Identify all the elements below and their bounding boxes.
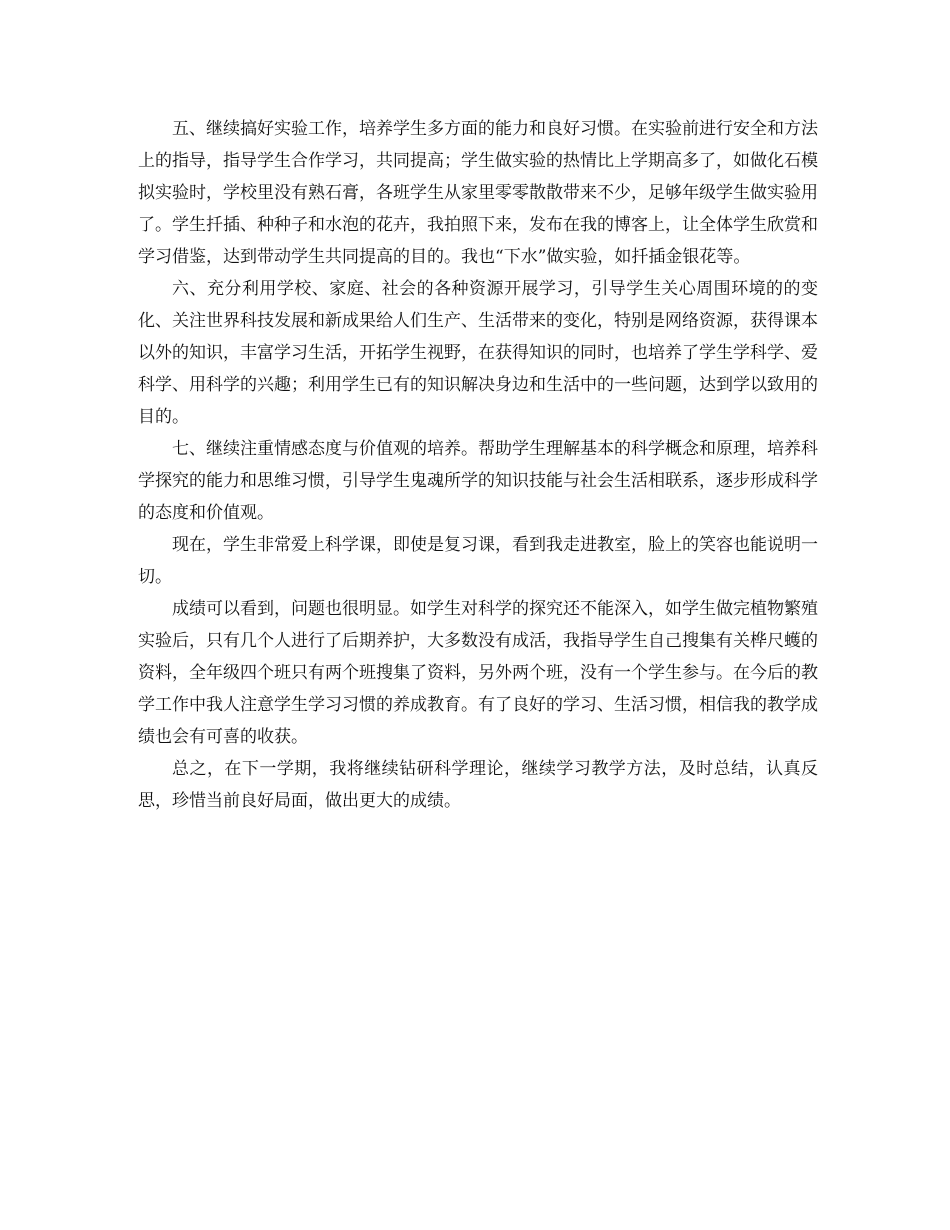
paragraph-values-cultivation: 七、继续注重情感态度与价值观的培养。帮助学生理解基本的科学概念和原理，培养科学探究的能力和思维习惯，引导学生鬼魂所学的知识技能与社会生活相联系，逐步形成科学的态度和价值观。 [138,439,818,523]
document-body [138,113,818,817]
paragraph-problems: 成绩可以看到，问题也很明显。如学生对科学的探究还不能深入，如学生做完植物繁殖实验后，只有几个人进行了后期养护，大多数没有成活，我指导学生自己搜集有关桦尺蠖的资料，全年级四个班只有两个班搜集了资料，另外两个班，没有一个学生参与。在今后的教学工作中我人注意学生学习习惯的养成教育。有了良好的学习、生活习惯，相信我的教学成绩也会有可喜的收获。 [138,599,818,747]
paragraph-student-enthusiasm: 现在，学生非常爱上科学课，即使是复习课，看到我走进教室，脸上的笑容也能说明一切。 [138,535,818,587]
paragraph-experiment-work: 五、继续搞好实验工作，培养学生多方面的能力和良好习惯。在实验前进行安全和方法上的指导，指导学生合作学习，共同提高；学生做实验的热情比上学期高多了，如做化石模拟实验时，学校里没有熟石膏，各班学生从家里零零散散带来不少，足够年级学生做实验用了。学生扦插、种种子和水泡的花卉，我拍照下来，发布在我的博客上，让全体学生欣赏和学习借鉴，达到带动学生共同提高的目的。我也“下水”做实验，如扦插金银花等。 [138,119,818,267]
paragraph-conclusion: 总之，在下一学期，我将继续钻研科学理论，继续学习教学方法，及时总结，认真反思，珍惜当前良好局面，做出更大的成绩。 [138,759,818,811]
paragraph-resources-learning: 六、充分利用学校、家庭、社会的各种资源开展学习，引导学生关心周围环境的的变化、关注世界科技发展和新成果给人们生产、生活带来的变化，特别是网络资源，获得课本以外的知识，丰富学习生活，开拓学生视野，在获得知识的同时，也培养了学生学科学、爱科学、用科学的兴趣；利用学生已有的知识解决身边和生活中的一些问题，达到学以致用的目的。 [138,279,818,427]
